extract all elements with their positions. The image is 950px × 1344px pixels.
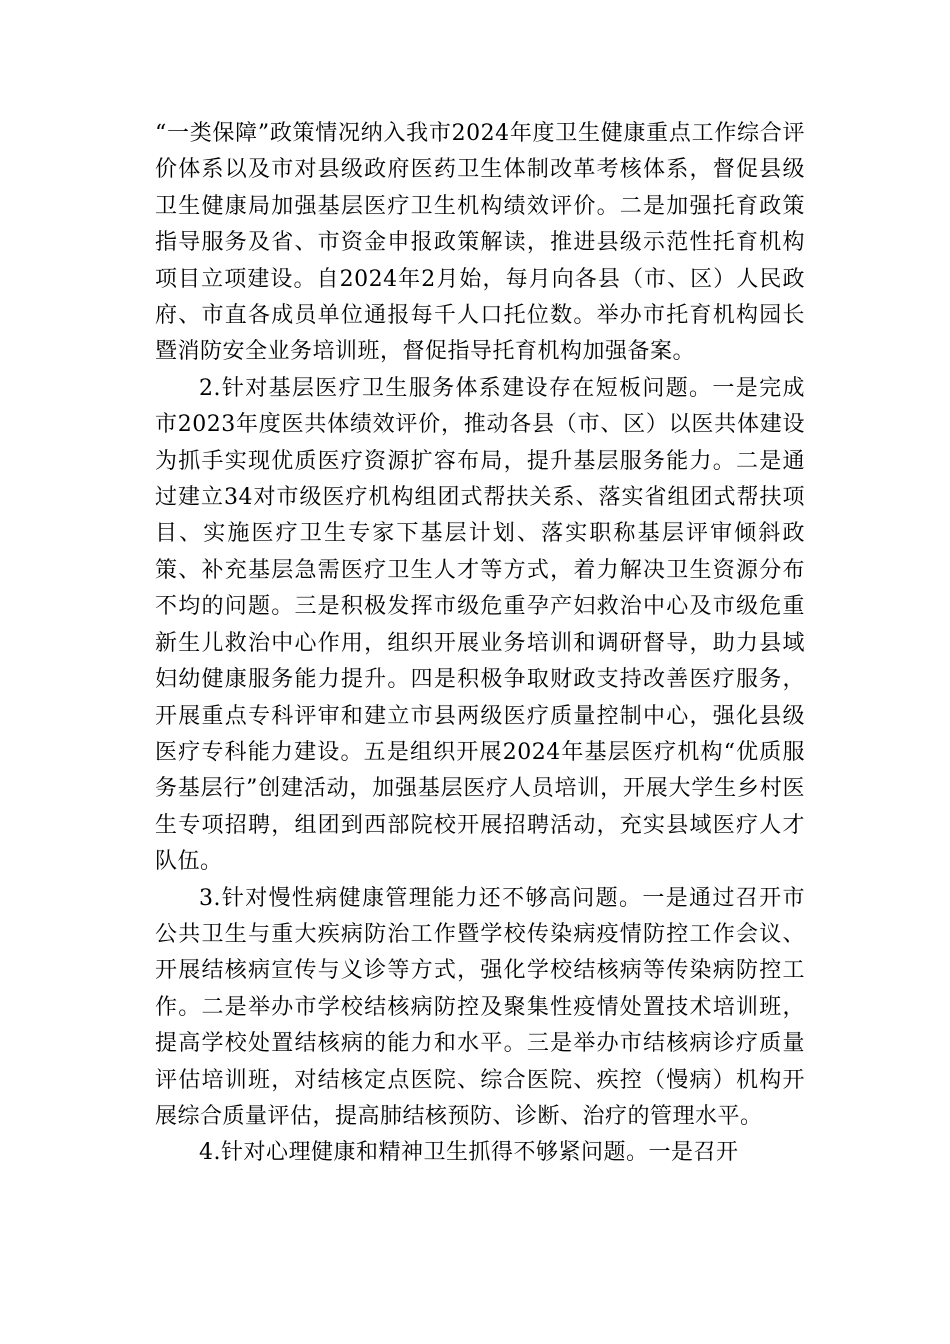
paragraph-item-4: 4.针对心理健康和精神卫生抓得不够紧问题。一是召开 xyxy=(199,1140,739,1166)
document-body xyxy=(155,116,805,1172)
paragraph-continuation: “一类保障”政策情况纳入我市2024年度卫生健康重点工作综合评价体系以及市对县级政府医药卫生体制改革考核体系，督促县级卫生健康局加强基层医疗卫生机构绩效评价。二是加强托育政策指导服务及省、市资金申报政策解读，推进县级示范性托育机构项目立项建设。自2024年2月始，每月向各县（市、区）人民政府、市直各成员单位通报每千人口托位数。举办市托育机构园长暨消防安全业务培训班，督促指导托育机构加强备案。 xyxy=(155,121,805,365)
paragraph-item-3: 3.针对慢性病健康管理能力还不够高问题。一是通过召开市公共卫生与重大疾病防治工作暨学校传染病疫情防控工作会议、开展结核病宣传与义诊等方式，强化学校结核病等传染病防控工作。二是举办市学校结核病防控及聚集性疫情处置技术培训班，提高学校处置结核病的能力和水平。三是举办市结核病诊疗质量评估培训班，对结核定点医院、综合医院、疾控（慢病）机构开展综合质量评估，提高肺结核预防、诊断、治疗的管理水平。 xyxy=(155,885,805,1129)
paragraph-item-2: 2.针对基层医疗卫生服务体系建设存在短板问题。一是完成市2023年度医共体绩效评价，推动各县（市、区）以医共体建设为抓手实现优质医疗资源扩容布局，提升基层服务能力。二是通过建立34对市级医疗机构组团式帮扶关系、落实省组团式帮扶项目、实施医疗卫生专家下基层计划、落实职称基层评审倾斜政策、补充基层急需医疗卫生人才等方式，着力解决卫生资源分布不均的问题。三是积极发挥市级危重孕产妇救治中心及市级危重新生儿救治中心作用，组织开展业务培训和调研督导，助力县域妇幼健康服务能力提升。四是积极争取财政支持改善医疗服务，开展重点专科评审和建立市县两级医疗质量控制中心，强化县级医疗专科能力建设。五是组织开展2024年基层医疗机构“优质服务基层行”创建活动，加强基层医疗人员培训，开展大学生乡村医生专项招聘，组团到西部院校开展招聘活动，充实县域医疗人才队伍。 xyxy=(155,375,805,875)
